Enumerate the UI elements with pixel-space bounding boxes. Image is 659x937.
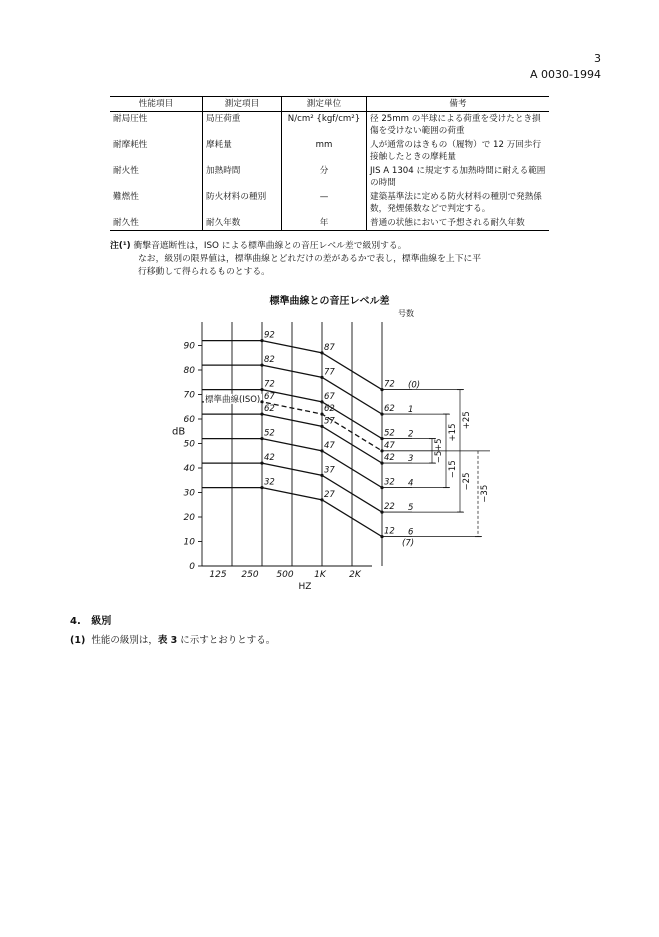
x-tick-label: 250: [241, 570, 259, 580]
cell: 防火材料の種別: [203, 190, 282, 216]
standard-label: 67: [264, 391, 275, 402]
note-mark: 注(¹): [110, 241, 131, 251]
x-tick-label: 500: [276, 570, 294, 580]
grade-label: 5: [408, 503, 414, 514]
y-tick-label: 10: [183, 537, 195, 548]
grade-label: (0): [408, 380, 421, 391]
table-header-row: [110, 97, 549, 112]
cell: 難燃性: [113, 192, 139, 202]
note-line-2: なお，級別の限界値は，標準曲線とどれだけの差があるかで表し，標準曲線を上下に平: [138, 254, 482, 264]
header-unit: 測定単位: [282, 97, 367, 112]
data-label: 42: [264, 453, 275, 464]
data-label: 22: [384, 502, 395, 513]
data-label: 32: [384, 477, 395, 488]
data-label: 82: [264, 355, 275, 366]
grade-header: 号数: [398, 309, 414, 318]
cell: 普通の状態において予想される耐久年数: [367, 216, 550, 231]
grade-label: 6: [408, 527, 414, 538]
header-remarks: 備考: [367, 97, 550, 112]
y-tick-label: 60: [183, 415, 195, 425]
grade-label: 2: [408, 429, 414, 440]
y-tick-label: 50: [183, 439, 195, 450]
data-label: 57: [324, 416, 335, 427]
grade-label: 3: [408, 454, 414, 465]
cell: 耐火性: [113, 166, 139, 176]
data-label: 47: [324, 440, 335, 451]
data-label: 42: [384, 453, 395, 464]
difference-label: +25: [462, 411, 472, 430]
y-tick-label: 80: [183, 366, 195, 376]
paragraph: [70, 632, 275, 646]
data-label: 37: [324, 465, 335, 476]
data-label: 87: [324, 342, 335, 353]
header-item: 性能項目: [110, 97, 203, 112]
cell: 耐久性: [110, 216, 203, 231]
cell: 径 25mm の半球による荷重を受けたとき損傷を受けない範囲の荷重: [367, 112, 550, 139]
section-title: 級別: [91, 616, 112, 627]
data-label: 62: [264, 404, 275, 415]
data-label: 72: [264, 379, 275, 390]
cell: 分: [282, 164, 367, 190]
data-label: 52: [264, 428, 275, 439]
data-label: 12: [384, 526, 395, 537]
table-reference: 表 3: [157, 635, 178, 646]
page-number: 3: [594, 52, 601, 65]
standard-curve-label: 標準曲線(ISO): [205, 394, 261, 405]
y-tick-label: 20: [183, 513, 195, 523]
note-line-3: 行移動して得られるものとする。: [138, 267, 270, 277]
chart-title: 標準曲線との音圧レベル差: [269, 296, 390, 307]
cell: 耐久年数: [203, 216, 282, 231]
cell: —: [282, 190, 367, 216]
x-tick-label: 2K: [349, 570, 361, 580]
difference-label: +5: [434, 438, 444, 451]
table-note: [110, 240, 570, 279]
cell: 加熱時間: [203, 164, 282, 190]
difference-label: −15: [448, 460, 458, 479]
x-tick-label: 125: [209, 570, 227, 580]
data-label: 62: [384, 404, 395, 415]
paragraph-number: (1): [70, 635, 86, 646]
section-number: 4.: [70, 616, 81, 627]
difference-label: −5: [434, 450, 444, 464]
x-tick-label: 1K: [314, 570, 326, 580]
performance-table: [110, 96, 549, 231]
data-label: 67: [324, 391, 335, 402]
cell: 摩耗量: [203, 138, 282, 164]
standard-label: 47: [384, 440, 395, 451]
grade-label: 4: [408, 478, 414, 489]
data-label: 52: [384, 428, 395, 439]
data-label: 32: [264, 477, 275, 488]
sound-level-chart: [150, 304, 510, 594]
y-tick-label: 70: [183, 390, 195, 401]
grade-label: 1: [408, 405, 414, 416]
cell: 耐摩耗性: [113, 140, 148, 150]
cell: 局圧荷重: [203, 112, 282, 139]
data-label: 92: [264, 330, 275, 341]
section-heading: [70, 612, 111, 627]
difference-label: +15: [448, 423, 458, 442]
data-label: 27: [324, 489, 335, 500]
difference-label: −35: [480, 484, 490, 503]
data-label: 77: [324, 367, 335, 378]
document-id: A 0030-1994: [530, 68, 601, 81]
cell: JIS A 1304 に規定する加熱時間に耐える範囲の時間: [367, 164, 550, 190]
data-label: 72: [384, 379, 395, 390]
cell: N/cm² {kgf/cm²}: [282, 112, 367, 139]
table-row: [110, 190, 549, 216]
cell: 建築基準法に定める防火材料の種別で発熱係数，発煙係数などで判定する。: [367, 190, 550, 216]
y-tick-label: 30: [183, 488, 195, 499]
header-measure: 測定項目: [203, 97, 282, 112]
y-tick-label: 0: [189, 562, 195, 572]
paragraph-post: に示すとおりとする。: [177, 635, 276, 646]
table-row: [110, 164, 549, 190]
cell: 年: [282, 216, 367, 231]
y-axis-label: dB: [172, 426, 186, 438]
table-row: [110, 138, 549, 164]
grade-label: (7): [402, 538, 415, 549]
table-row: [110, 216, 549, 231]
difference-label: −25: [462, 472, 472, 491]
y-tick-label: 40: [183, 464, 195, 474]
x-axis-label: HZ: [298, 582, 312, 592]
standard-label: 62: [324, 404, 335, 415]
cell: 人が通常のはきもの（履物）で 12 万回歩行接触したときの摩耗量: [367, 138, 550, 164]
cell: mm: [282, 138, 367, 164]
cell: 耐局圧性: [113, 114, 148, 124]
paragraph-pre: 性能の級別は，: [91, 635, 158, 646]
note-line-1: 衝撃音遮断性は，ISO による標準曲線との音圧レベル差で級別する。: [133, 241, 407, 251]
y-tick-label: 90: [183, 341, 195, 352]
table-row: [110, 112, 549, 139]
